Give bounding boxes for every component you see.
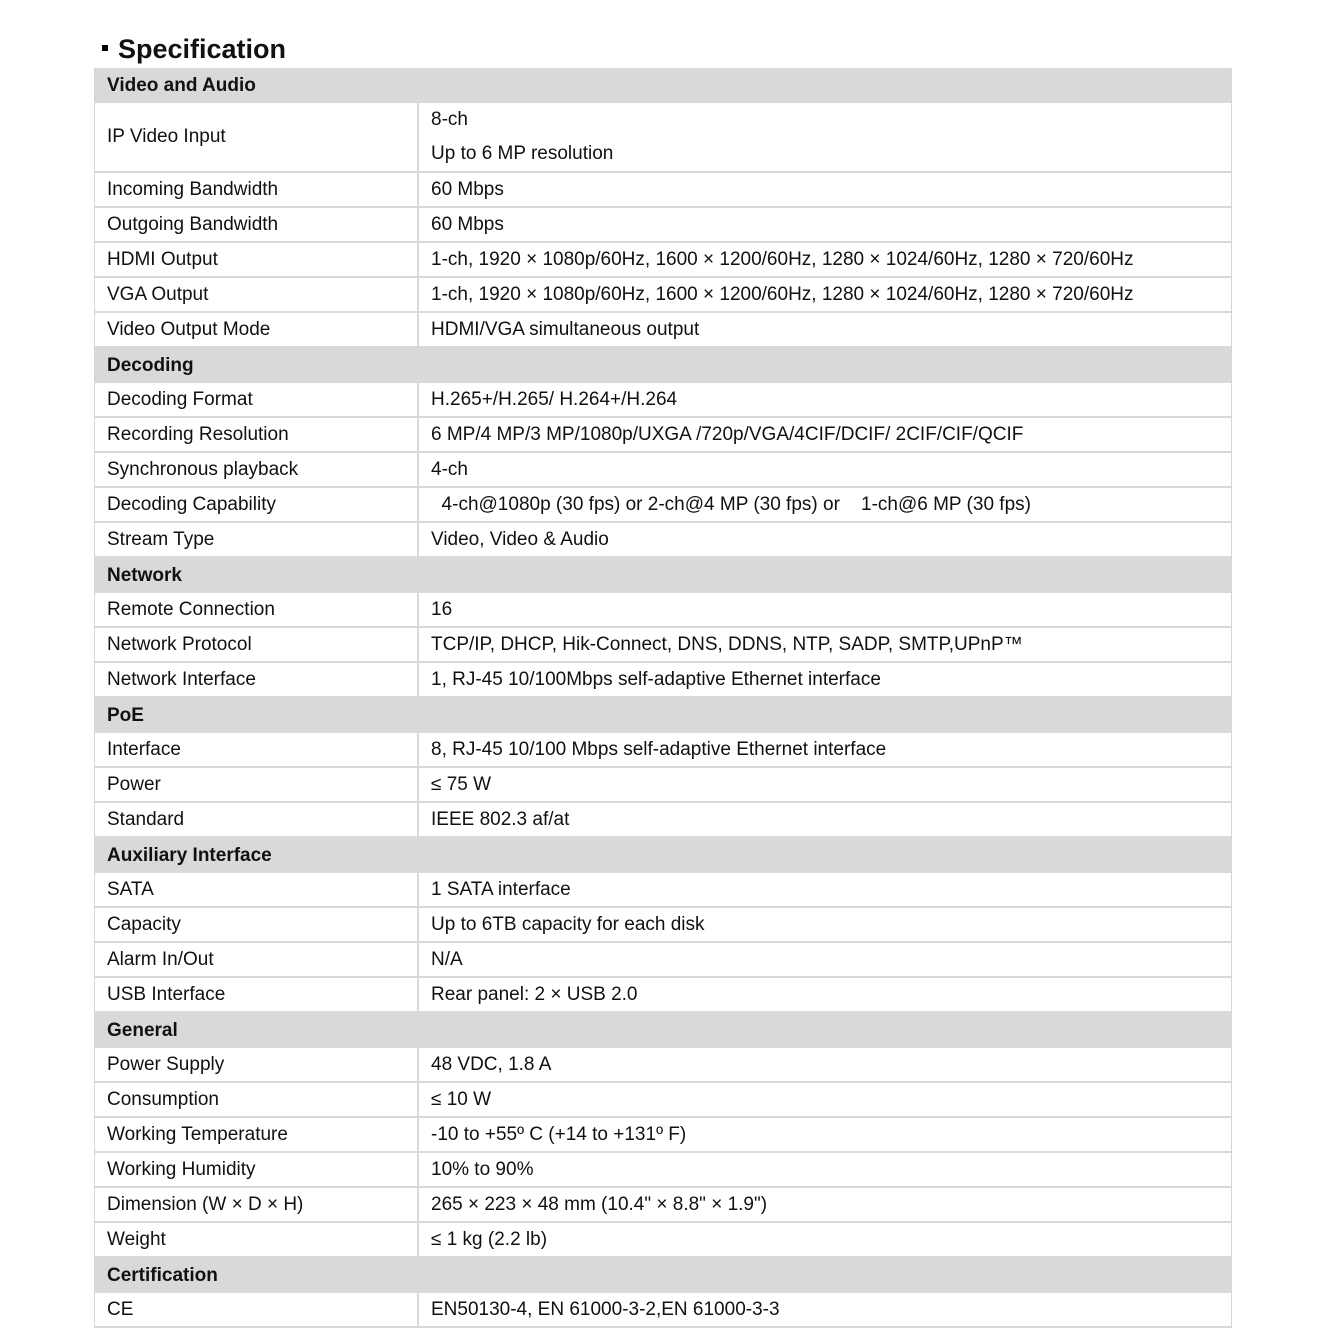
spec-value [419, 1188, 1231, 1221]
spec-value [419, 1293, 1231, 1326]
spec-label: Working Humidity [95, 1153, 419, 1186]
spec-row [95, 103, 1231, 173]
spec-label: Alarm In/Out [95, 943, 419, 976]
spec-row [95, 628, 1231, 663]
spec-label: Incoming Bandwidth [95, 173, 419, 206]
spec-row [95, 1153, 1231, 1188]
spec-label: Network Interface [95, 663, 419, 696]
spec-label: Recording Resolution [95, 418, 419, 451]
spec-value-line: 4-ch@1080p (30 fps) or 2-ch@4 MP (30 fps) or 1-ch@6 MP (30 fps) [431, 493, 1031, 515]
spec-row [95, 523, 1231, 558]
spec-label: HDMI Output [95, 243, 419, 276]
spec-label: Consumption [95, 1083, 419, 1116]
spec-row [95, 663, 1231, 698]
spec-row [95, 593, 1231, 628]
spec-value [419, 873, 1231, 906]
spec-value-line: 1-ch, 1920 × 1080p/60Hz, 1600 × 1200/60Hz, 1280 × 1024/60Hz, 1280 × 720/60Hz [431, 248, 1134, 270]
spec-value-line: EN50130-4, EN 61000-3-2,EN 61000-3-3 [431, 1298, 780, 1320]
spec-value [419, 453, 1231, 486]
section-heading: General [95, 1013, 1231, 1048]
spec-value [419, 208, 1231, 241]
spec-value-line: 16 [431, 598, 453, 620]
spec-row [95, 1188, 1231, 1223]
spec-value-line: Rear panel: 2 × USB 2.0 [431, 983, 638, 1005]
spec-value [419, 523, 1231, 556]
section-heading: Video and Audio [95, 68, 1231, 103]
spec-value-line: -10 to +55º C (+14 to +131º F) [431, 1123, 687, 1145]
spec-value [419, 733, 1231, 766]
spec-value-line: HDMI/VGA simultaneous output [431, 318, 700, 340]
spec-value-line: 1-ch, 1920 × 1080p/60Hz, 1600 × 1200/60Hz, 1280 × 1024/60Hz, 1280 × 720/60Hz [431, 283, 1134, 305]
section-heading: Auxiliary Interface [95, 838, 1231, 873]
spec-label: Power Supply [95, 1048, 419, 1081]
bullet-icon [102, 45, 108, 51]
spec-label: CE [95, 1293, 419, 1326]
spec-value [419, 243, 1231, 276]
spec-value [419, 943, 1231, 976]
spec-row [95, 243, 1231, 278]
spec-table [94, 68, 1232, 1328]
spec-value-line: 48 VDC, 1.8 A [431, 1053, 552, 1075]
spec-row [95, 733, 1231, 768]
spec-label: Video Output Mode [95, 313, 419, 346]
spec-value [419, 383, 1231, 416]
spec-value [419, 418, 1231, 451]
spec-row [95, 1293, 1231, 1328]
section-heading: PoE [95, 698, 1231, 733]
spec-row [95, 978, 1231, 1013]
section-heading: Certification [95, 1258, 1231, 1293]
spec-value-line: 8-ch [431, 109, 468, 130]
spec-value-line: ≤ 1 kg (2.2 lb) [431, 1228, 548, 1250]
spec-value-line: ≤ 10 W [431, 1088, 492, 1110]
spec-value-line: TCP/IP, DHCP, Hik-Connect, DNS, DDNS, NTP, SADP, SMTP,UPnP™ [431, 633, 1023, 655]
spec-row [95, 1223, 1231, 1258]
spec-value [419, 768, 1231, 801]
spec-value-line: H.265+/H.265/ H.264+/H.264 [431, 388, 678, 410]
spec-label: IP Video Input [95, 103, 419, 171]
spec-value [419, 173, 1231, 206]
spec-value-line: ≤ 75 W [431, 773, 492, 795]
spec-value-line: 1 SATA interface [431, 878, 571, 900]
spec-row [95, 803, 1231, 838]
spec-value [419, 593, 1231, 626]
spec-value [419, 1223, 1231, 1256]
spec-label: SATA [95, 873, 419, 906]
spec-label: Dimension (W × D × H) [95, 1188, 419, 1221]
spec-value-line: Up to 6TB capacity for each disk [431, 913, 705, 935]
spec-row [95, 1083, 1231, 1118]
spec-label: Network Protocol [95, 628, 419, 661]
spec-label: Weight [95, 1223, 419, 1256]
spec-value-line: 8, RJ-45 10/100 Mbps self-adaptive Ethernet interface [431, 738, 887, 760]
spec-value [419, 1118, 1231, 1151]
spec-label: Synchronous playback [95, 453, 419, 486]
spec-row [95, 173, 1231, 208]
spec-value-line: 1, RJ-45 10/100Mbps self-adaptive Ethernet interface [431, 668, 881, 690]
spec-row [95, 208, 1231, 243]
spec-value [419, 978, 1231, 1011]
section-heading: Decoding [95, 348, 1231, 383]
spec-value [419, 103, 1231, 171]
page-title-text: Specification [118, 34, 287, 64]
spec-row [95, 313, 1231, 348]
spec-row [95, 488, 1231, 523]
spec-value [419, 1048, 1231, 1081]
spec-value [419, 1153, 1231, 1186]
spec-row [95, 873, 1231, 908]
spec-row [95, 908, 1231, 943]
spec-value-line: 4-ch [431, 458, 468, 480]
spec-label: Decoding Format [95, 383, 419, 416]
spec-value-line: 60 Mbps [431, 178, 504, 200]
page-title [102, 30, 286, 68]
spec-row [95, 278, 1231, 313]
spec-label: VGA Output [95, 278, 419, 311]
spec-label: Power [95, 768, 419, 801]
spec-value-line: 10% to 90% [431, 1158, 534, 1180]
spec-value-line: 265 × 223 × 48 mm (10.4" × 8.8" × 1.9") [431, 1193, 768, 1215]
spec-value-line: Up to 6 MP resolution [431, 143, 614, 164]
spec-row [95, 1048, 1231, 1083]
spec-value [419, 488, 1231, 521]
spec-value [419, 628, 1231, 661]
spec-value-line: IEEE 802.3 af/at [431, 808, 570, 830]
spec-value [419, 313, 1231, 346]
spec-value [419, 908, 1231, 941]
spec-label: USB Interface [95, 978, 419, 1011]
spec-value-line: Video, Video & Audio [431, 528, 609, 550]
spec-label: Standard [95, 803, 419, 836]
spec-label: Outgoing Bandwidth [95, 208, 419, 241]
spec-label: Stream Type [95, 523, 419, 556]
spec-value-line: N/A [431, 948, 463, 970]
spec-row [95, 453, 1231, 488]
section-heading: Network [95, 558, 1231, 593]
spec-value-line: 6 MP/4 MP/3 MP/1080p/UXGA /720p/VGA/4CIF/DCIF/ 2CIF/CIF/QCIF [431, 423, 1024, 445]
spec-label: Decoding Capability [95, 488, 419, 521]
spec-label: Working Temperature [95, 1118, 419, 1151]
spec-label: Interface [95, 733, 419, 766]
spec-value [419, 278, 1231, 311]
spec-label: Remote Connection [95, 593, 419, 626]
spec-value [419, 803, 1231, 836]
spec-row [95, 768, 1231, 803]
spec-row [95, 943, 1231, 978]
spec-row [95, 418, 1231, 453]
spec-label: Capacity [95, 908, 419, 941]
spec-value-line: 60 Mbps [431, 213, 504, 235]
spec-row [95, 1118, 1231, 1153]
spec-row [95, 383, 1231, 418]
spec-value [419, 663, 1231, 696]
spec-value [419, 1083, 1231, 1116]
